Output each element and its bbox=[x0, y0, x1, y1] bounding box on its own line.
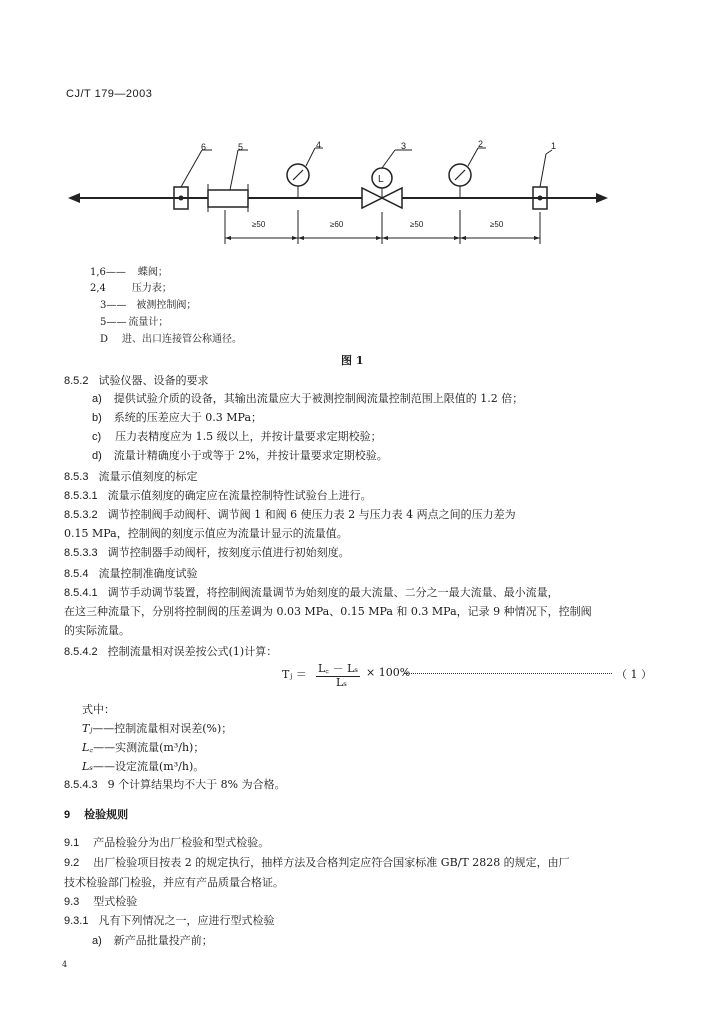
formula-denominator: Lₛ bbox=[336, 676, 348, 689]
dimension-3: ≥50 bbox=[410, 220, 424, 229]
legend-item: 1,6—— 蝶阀； bbox=[90, 267, 168, 278]
diagram-label-3: 3 bbox=[401, 141, 407, 151]
clause-8-5-3: 8.5.3 流量示值刻度的标定 bbox=[64, 470, 198, 483]
formula-numerator: L꜀ － Lₛ bbox=[318, 662, 359, 675]
flowmeter-5 bbox=[208, 190, 248, 207]
section-9-heading: 9 检验规则 bbox=[64, 808, 129, 821]
clause-item: a) 新产品批量投产前； bbox=[92, 934, 213, 947]
clause-8-5-3-1: 8.5.3.1 流量示值刻度的确定应在流量控制特性试验台上进行。 bbox=[64, 489, 372, 502]
clause-9-2: 9.2 出厂检验项目按表 2 的规定执行，抽样方法及合格判定应符合国家标准 GB/T 2828 的规定，由厂 bbox=[64, 856, 570, 869]
diagram-label-6: 6 bbox=[201, 142, 207, 152]
legend-item: D 进、出口连接管公称通径。 bbox=[100, 334, 243, 345]
page-number: 4 bbox=[62, 960, 68, 969]
clause-8-5-4-2: 8.5.4.2 控制流量相对误差按公式(1)计算： bbox=[64, 645, 278, 658]
legend-item: 2,4 压力表； bbox=[90, 283, 172, 294]
clause-8-5-4-1: 8.5.4.1 调节手动调节装置，将控制阀流量调节为始刻度的最大流量、二分之一最大流量、最小流量， bbox=[64, 586, 559, 599]
formula-1 bbox=[282, 662, 652, 698]
legend-item: 3—— 被测控制阀； bbox=[100, 300, 197, 311]
diagram-label-4: 4 bbox=[316, 140, 322, 150]
clause-9-1: 9.1 产品检验分为出厂检验和型式检验。 bbox=[64, 836, 270, 849]
clause-item: a) 提供试验介质的设备，其输出流量应大于被测控制阀流量控制范围上限值的 1.2 倍； bbox=[92, 392, 524, 405]
formula-lhs: Tⱼ ＝ bbox=[282, 668, 307, 681]
figure-caption: 图 1 bbox=[341, 354, 364, 367]
clause-item: c) 压力表精度应为 1.5 级以上，并按计量要求定期校验； bbox=[92, 430, 382, 443]
clause-8-5-4-3: 8.5.4.3 9 个计算结果均不大于 8% 为合格。 bbox=[64, 778, 286, 791]
clause-continuation: 的实际流量。 bbox=[64, 624, 130, 637]
diagram-label-5: 5 bbox=[238, 142, 244, 152]
clause-continuation: 0.15 MPa，控制阀的刻度示值应为流量计显示的流量值。 bbox=[64, 527, 348, 540]
standard-code: CJ/T 179—2003 bbox=[66, 88, 153, 100]
clause-item: b) 系统的压差应大于 0.3 MPa； bbox=[92, 411, 262, 424]
svg-text:L: L bbox=[378, 174, 384, 185]
clause-continuation: 技术检验部门检验，并应有产品质量合格证。 bbox=[64, 876, 284, 889]
dimension-1: ≥50 bbox=[252, 220, 266, 229]
diagram-label-1: 1 bbox=[551, 141, 557, 151]
dimension-2: ≥60 bbox=[330, 220, 344, 229]
clause-8-5-4: 8.5.4 流量控制准确度试验 bbox=[64, 567, 198, 580]
formula-tail: × 100% bbox=[366, 666, 411, 679]
where-item: Tⱼ——控制流量相对误差(%)； bbox=[82, 722, 233, 735]
where-item: L꜀——实测流量(m³/h)； bbox=[82, 741, 205, 754]
dimension-4: ≥50 bbox=[490, 220, 504, 229]
diagram-label-2: 2 bbox=[478, 140, 484, 149]
clause-9-3-1: 9.3.1 凡有下列情况之一，应进行型式检验 bbox=[64, 914, 275, 927]
formula-leader bbox=[404, 673, 612, 674]
clause-8-5-2: 8.5.2 试验仪器、设备的要求 bbox=[64, 374, 209, 387]
where-title: 式中： bbox=[82, 703, 115, 716]
control-valve-3 bbox=[362, 188, 382, 208]
clause-8-5-3-2: 8.5.3.2 调节控制阀手动阀杆、调节阀 1 和阀 6 使压力表 2 与压力表 4 两点之间的压力差为 bbox=[64, 508, 516, 521]
where-item: Lₛ——设定流量(m³/h)。 bbox=[82, 760, 205, 773]
clause-item: d) 流量计精确度小于或等于 2%，并按计量要求定期校验。 bbox=[92, 449, 388, 462]
test-rig-diagram bbox=[60, 140, 640, 260]
legend-item: 5—— 流量计； bbox=[100, 317, 169, 328]
clause-9-3: 9.3 型式检验 bbox=[64, 895, 138, 908]
formula-number: （ 1 ） bbox=[616, 668, 652, 681]
clause-continuation: 在这三种流量下，分别将控制阀的压差调为 0.03 MPa、0.15 MPa 和 0.3 MPa，记录 9 种情况下，控制阀 bbox=[64, 605, 592, 618]
clause-8-5-3-3: 8.5.3.3 调节控制器手动阀杆，按刻度示值进行初始刻度。 bbox=[64, 546, 350, 559]
